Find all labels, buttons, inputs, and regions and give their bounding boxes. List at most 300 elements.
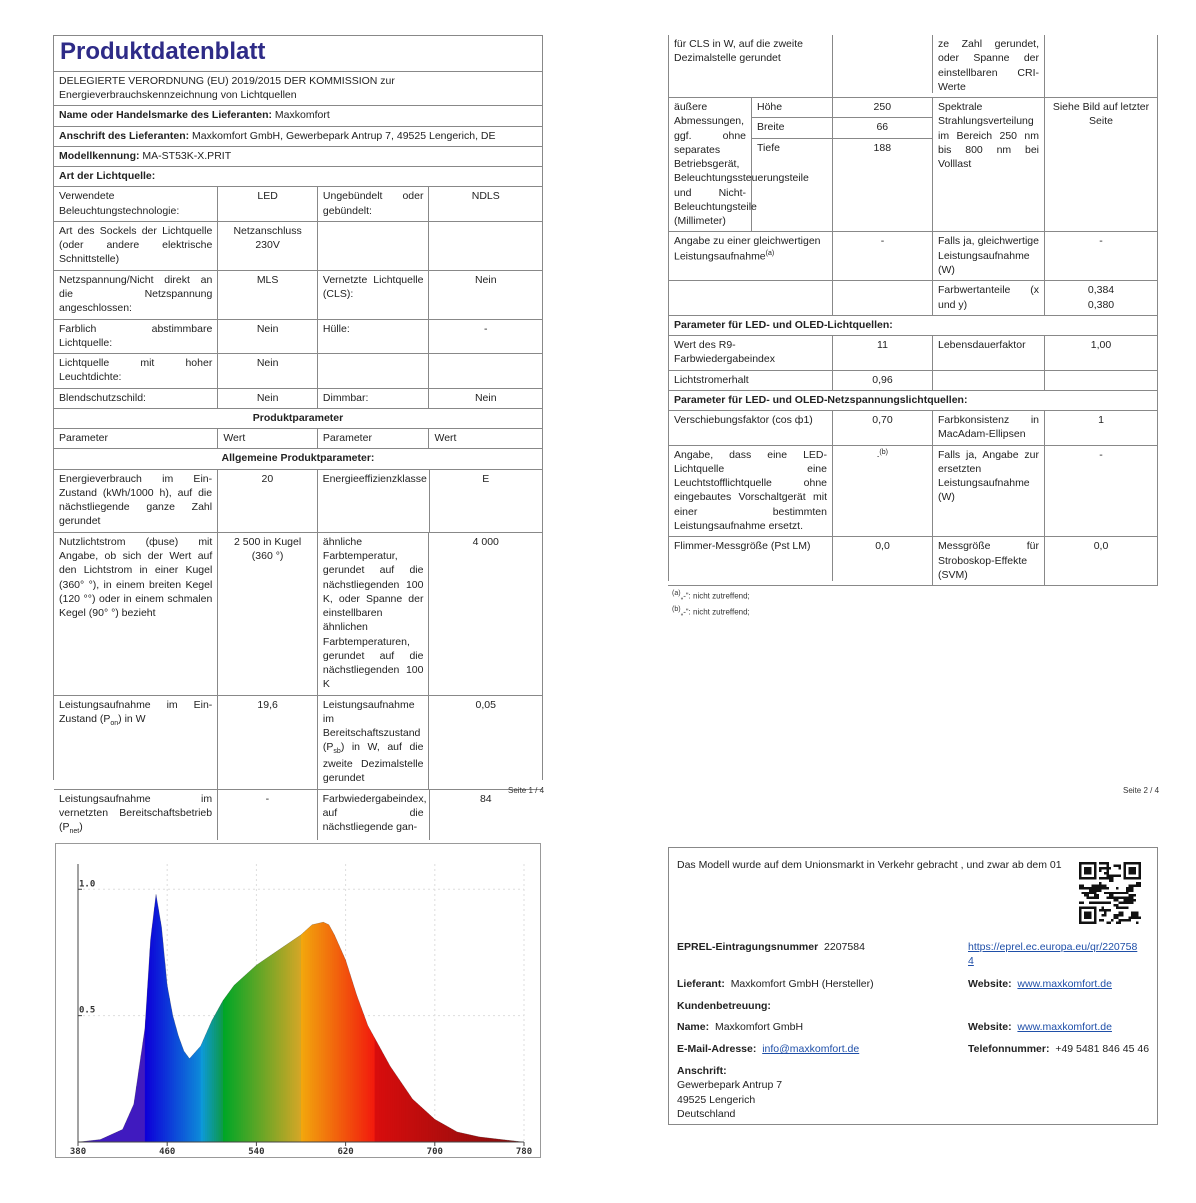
- qr-module: [1096, 884, 1098, 886]
- qr-module: [1081, 902, 1083, 904]
- qr-module: [1094, 907, 1096, 924]
- param-value: Nein: [218, 320, 318, 354]
- section-heading-row: [668, 316, 1158, 336]
- spectrum-band: [96, 864, 99, 1142]
- spectrum-band: [111, 864, 114, 1142]
- email-link[interactable]: info@maxkomfort.de: [762, 1043, 860, 1055]
- qr-module: [1099, 869, 1101, 871]
- label-part: ) in W: [118, 712, 146, 725]
- qr-module: [1099, 877, 1101, 879]
- light-source-type-row: [54, 167, 542, 187]
- qr-module: [1126, 907, 1128, 909]
- empty-cell: [318, 354, 430, 388]
- qr-module: [1101, 909, 1103, 911]
- qr-module: [1121, 914, 1123, 916]
- y-tick-label: 1.0: [79, 879, 96, 890]
- spectrum-band: [430, 864, 433, 1142]
- spectrum-band: [464, 864, 467, 1142]
- supplier-value: Maxkomfort GmbH (Hersteller): [730, 978, 874, 990]
- qr-module: [1106, 867, 1108, 869]
- qr-module: [1129, 899, 1131, 901]
- qr-module: [1104, 872, 1106, 874]
- qr-module: [1079, 887, 1081, 889]
- section-heading-row: [54, 409, 542, 429]
- qr-module: [1131, 914, 1133, 916]
- qr-module: [1114, 904, 1116, 906]
- qr-module: [1084, 912, 1091, 919]
- qr-module: [1116, 914, 1118, 916]
- support-heading: Kundenbetreuung:: [677, 1000, 771, 1012]
- spectrum-band: [439, 864, 442, 1142]
- supplier-label: Lieferant:: [677, 978, 725, 990]
- phone-line: [968, 1042, 1149, 1056]
- table-row: [54, 271, 542, 320]
- column-header: Parameter: [54, 429, 218, 448]
- param-value: [833, 446, 933, 537]
- table-row: [54, 696, 542, 790]
- qr-module: [1136, 912, 1138, 914]
- spectrum-band: [421, 864, 424, 1142]
- qr-module: [1079, 922, 1096, 924]
- y-tick-label: 0.5: [79, 1005, 96, 1016]
- spectrum-band: [118, 864, 121, 1142]
- column-header: Parameter: [318, 429, 430, 448]
- spectrum-band: [424, 864, 427, 1142]
- param-value: Netzanschluss 230V: [218, 222, 318, 270]
- qr-module: [1121, 907, 1123, 909]
- param-label: Flimmer-Messgröße (Pst LM): [668, 537, 833, 581]
- spectrum-band: [484, 864, 487, 1142]
- spectral-distribution-chart: [55, 843, 541, 1158]
- qr-module: [1106, 892, 1108, 894]
- qr-module: [1124, 897, 1126, 899]
- qr-module: [1094, 889, 1096, 891]
- param-label: Farbkonsistenz in MacAdam-Ellipsen: [933, 411, 1045, 445]
- qr-module: [1124, 902, 1126, 904]
- qr-module: [1101, 907, 1103, 909]
- spectrum-band: [491, 864, 494, 1142]
- qr-module: [1109, 877, 1111, 879]
- footnote-marker: (b): [672, 606, 681, 614]
- param-label: für CLS in W, auf die zweite Dezimalstelle gerundet: [668, 35, 833, 97]
- spectrum-band: [477, 864, 480, 1142]
- qr-module: [1119, 922, 1121, 924]
- dimension-row: [752, 98, 932, 118]
- spectrum-band: [123, 864, 126, 1142]
- param-value: 1: [1045, 411, 1158, 445]
- x-tick-label: 780: [515, 1147, 533, 1157]
- qr-module: [1119, 902, 1121, 904]
- table-row: [54, 222, 542, 271]
- qr-module: [1134, 912, 1136, 914]
- address-line: Gewerbepark Antrup 7: [677, 1079, 783, 1092]
- eprel-info-box: [668, 847, 1158, 1125]
- qr-module: [1094, 902, 1096, 904]
- spectrum-band: [497, 864, 500, 1142]
- address-block: [677, 1064, 782, 1121]
- spectrum-band: [127, 864, 130, 1142]
- spectrum-band: [520, 864, 523, 1142]
- param-label: [318, 696, 430, 789]
- table-row: [668, 371, 1158, 391]
- qr-module: [1101, 884, 1103, 886]
- qr-module: [1101, 914, 1103, 916]
- qr-module: [1121, 897, 1123, 899]
- column-header: Wert: [218, 429, 318, 448]
- qr-module: [1084, 887, 1086, 889]
- qr-module: [1096, 887, 1098, 889]
- qr-module: [1116, 892, 1118, 894]
- spectrum-band: [100, 864, 103, 1142]
- qr-module: [1106, 862, 1108, 864]
- footnote-text: „-“: nicht zutreffend;: [680, 607, 750, 617]
- address-label: Anschrift des Lieferanten:: [59, 129, 190, 142]
- regulation-row: [54, 72, 542, 107]
- qr-module: [1094, 884, 1096, 886]
- param-value: -: [833, 232, 933, 280]
- qr-module: [1116, 887, 1118, 889]
- qr-module: [1109, 922, 1111, 924]
- chromaticity-y: 0,380: [1087, 298, 1115, 311]
- param-value: Nein: [474, 273, 497, 286]
- param-label: Blendschutzschild:: [54, 389, 218, 408]
- empty-cell: [833, 281, 933, 315]
- qr-module: [1136, 914, 1138, 916]
- spectrum-band: [129, 864, 132, 1142]
- qr-module: [1116, 897, 1118, 899]
- spectrum-band: [455, 864, 458, 1142]
- qr-module: [1114, 899, 1116, 901]
- param-label: Lichtstromerhalt: [668, 371, 833, 390]
- param-label: äußere Abmessungen, ggf. ohne separates Betriebsgerät, Beleuchtungssteuerungsteile und Nicht-Beleuchtungsteile (Millimeter): [668, 98, 752, 231]
- param-label: Spektrale Strahlungsverteilung im Bereich 250 nm bis 800 nm bei Volllast: [933, 98, 1045, 231]
- qr-module: [1131, 917, 1133, 919]
- footnote-b: [672, 606, 1154, 617]
- param-label: Nutzlichtstrom (фuse) mit Angabe, ob sich der Wert auf den Lichtstrom in einer Kugel (360° °), in einem breiten Kegel (120 °°) oder in einem schmalen Kegel (90° °) bezieht: [54, 533, 218, 695]
- spectrum-band: [468, 864, 471, 1142]
- led-params-heading: Parameter für LED- und OLED-Lichtquellen:: [668, 316, 1158, 335]
- qr-module: [1121, 892, 1123, 894]
- address-row: [54, 127, 542, 147]
- qr-module: [1119, 912, 1121, 914]
- footnote-ref: (b): [879, 448, 888, 456]
- address-line: 49525 Lengerich: [677, 1093, 756, 1106]
- qr-module: [1104, 909, 1106, 911]
- spectrum-band: [109, 864, 112, 1142]
- qr-module: [1096, 902, 1098, 904]
- empty-cell: [318, 222, 430, 270]
- footnotes: [668, 586, 1158, 618]
- qr-module: [1104, 884, 1106, 886]
- param-value: 20: [218, 470, 317, 532]
- website-line: [968, 977, 1112, 991]
- qr-module: [1099, 884, 1101, 886]
- param-value: [1045, 281, 1158, 315]
- param-value: Nein: [474, 391, 497, 404]
- supplier-line: [677, 977, 874, 991]
- qr-module: [1136, 882, 1138, 884]
- general-params-heading: Allgemeine Produktparameter:: [221, 452, 375, 465]
- chromaticity-x: 0,384: [1087, 284, 1115, 297]
- param-value: -: [1045, 446, 1158, 537]
- qr-module: [1079, 862, 1081, 879]
- website-link[interactable]: www.maxkomfort.de: [1017, 978, 1112, 990]
- qr-module: [1084, 894, 1086, 896]
- name-label: Name:: [677, 1021, 710, 1033]
- address-value: Maxkomfort GmbH, Gewerbepark Antrup 7, 49525 Lengerich, DE: [192, 129, 496, 142]
- param-value: 11: [833, 336, 933, 370]
- param-value: 0,70: [833, 411, 933, 445]
- qr-module: [1081, 884, 1083, 886]
- qr-module: [1134, 917, 1136, 919]
- qr-module: [1104, 877, 1106, 879]
- qr-module: [1089, 897, 1091, 899]
- param-label: Energieverbrauch im Ein-Zustand (kWh/1000 h), auf die nächstliegende ganze Zahl gerundet: [54, 470, 218, 532]
- qr-module: [1096, 894, 1098, 896]
- label-subscript: net: [69, 828, 80, 836]
- address-line: Deutschland: [677, 1107, 736, 1120]
- qr-module: [1091, 902, 1093, 904]
- table-row: [54, 187, 542, 222]
- footnote-text: „-“: nicht zutreffend;: [680, 591, 750, 601]
- label-part: Leistungsaufnahme im Bereitschaftszustand (P: [322, 698, 421, 754]
- table-row: [668, 336, 1158, 371]
- qr-module: [1099, 902, 1101, 904]
- website-label: Website:: [968, 1021, 1012, 1033]
- param-value: NDLS: [471, 190, 500, 203]
- qr-module: [1131, 894, 1133, 896]
- address-label: Anschrift:: [677, 1065, 727, 1077]
- param-label: Wert des R9-Farbwiedergabeindex: [668, 336, 833, 370]
- qr-code-icon[interactable]: [1079, 862, 1141, 924]
- spectrum-band: [437, 864, 440, 1142]
- qr-module: [1121, 902, 1123, 904]
- qr-module: [1121, 919, 1123, 921]
- qr-module: [1114, 874, 1116, 876]
- spectrum-band: [103, 864, 106, 1142]
- qr-module: [1104, 914, 1106, 916]
- spectrum-band: [457, 864, 460, 1142]
- dimension-value: 188: [873, 141, 892, 154]
- param-value: 4 000: [472, 535, 499, 548]
- spectrum-band: [426, 864, 429, 1142]
- qr-module: [1109, 902, 1111, 904]
- eprel-reg-label: EPREL-Eintragungsnummer: [677, 941, 819, 953]
- param-value: 2 500 in Kugel (360 °): [218, 533, 318, 695]
- label-part: Angabe zu einer gleichwertigen Leistungsaufnahme: [674, 235, 821, 263]
- qr-module: [1119, 864, 1121, 866]
- spectrum-band: [493, 864, 496, 1142]
- qr-module: [1126, 892, 1128, 894]
- spectrum-fill: [78, 864, 525, 1142]
- empty-cell: [933, 371, 1045, 390]
- qr-module: [1104, 912, 1106, 914]
- spectrum-band: [486, 864, 489, 1142]
- spectrum-band: [470, 864, 473, 1142]
- qr-module: [1109, 909, 1111, 911]
- qr-module: [1104, 867, 1106, 869]
- product-params-heading: Produktparameter: [252, 411, 344, 424]
- chart-svg: [56, 844, 540, 1157]
- param-label: [54, 790, 218, 840]
- qr-module: [1131, 897, 1133, 899]
- qr-module: [1139, 917, 1141, 919]
- name-line: [677, 1020, 803, 1034]
- qr-module: [1114, 914, 1116, 916]
- qr-module: [1114, 897, 1116, 899]
- spectrum-band: [515, 864, 518, 1142]
- qr-module: [1134, 894, 1136, 896]
- table-row: [668, 98, 1158, 232]
- label-part: Leistungsaufnahme im vernetzten Bereitschaftsbetrieb (P: [59, 792, 213, 834]
- qr-module: [1079, 907, 1081, 924]
- param-value: Nein: [218, 354, 318, 388]
- qr-module: [1101, 887, 1103, 889]
- table-row: [668, 537, 1158, 586]
- qr-module: [1101, 867, 1103, 869]
- qr-module: [1096, 889, 1098, 891]
- table-row: [54, 389, 542, 409]
- qr-module: [1106, 902, 1108, 904]
- spectrum-band: [417, 864, 420, 1142]
- qr-module: [1129, 884, 1131, 886]
- spectrum-band: [82, 864, 85, 1142]
- empty-cell: [833, 35, 933, 93]
- label-subscript: on: [110, 719, 119, 727]
- spectrum-band: [473, 864, 476, 1142]
- spectrum-band: [459, 864, 462, 1142]
- param-label: Farbwiedergabeindex, auf die nächstliegende gan-: [318, 790, 430, 840]
- qr-module: [1111, 874, 1113, 876]
- spectrum-band: [120, 864, 123, 1142]
- qr-module: [1134, 899, 1136, 901]
- qr-module: [1139, 882, 1141, 884]
- qr-module: [1104, 902, 1106, 904]
- qr-module: [1089, 887, 1091, 889]
- param-label: Vernetzte Lichtquelle (CLS):: [318, 271, 430, 319]
- spectrum-band: [98, 864, 101, 1142]
- spectrum-band: [499, 864, 502, 1142]
- spectrum-band: [511, 864, 514, 1142]
- spectrum-band: [125, 864, 128, 1142]
- qr-module: [1111, 894, 1113, 896]
- param-label: Angabe, dass eine LED-Lichtquelle eine Leuchtstofflichtquelle ohne eingebautes Vorschaltgerät mit einer bestimmten Leistungsaufnahme ersetzt.: [668, 446, 833, 537]
- label-part: ) in W, auf die zweite Dezimalstelle gerundet: [322, 741, 424, 785]
- website-link[interactable]: www.maxkomfort.de: [1017, 1021, 1112, 1033]
- param-value: 0,96: [833, 371, 933, 390]
- spectrum-band: [80, 864, 83, 1142]
- qr-module: [1091, 887, 1093, 889]
- qr-module: [1119, 867, 1121, 869]
- qr-module: [1126, 899, 1128, 901]
- qr-module: [1131, 902, 1133, 904]
- name-value: Maxkomfort GmbH: [714, 1021, 804, 1033]
- qr-module: [1106, 877, 1108, 879]
- phone-label: Telefonnummer:: [968, 1043, 1050, 1055]
- param-label: Farbwertanteile (x und y): [933, 281, 1045, 315]
- spectrum-band: [517, 864, 520, 1142]
- qr-module: [1091, 897, 1093, 899]
- qr-module: [1106, 887, 1108, 889]
- qr-module: [1091, 889, 1093, 891]
- spectrum-band: [504, 864, 507, 1142]
- qr-module: [1136, 922, 1138, 924]
- footnote-ref: (a): [765, 249, 775, 257]
- qr-module: [1126, 887, 1128, 889]
- eprel-link[interactable]: https://eprel.ec.europa.eu/qr/2207584: [968, 941, 1138, 968]
- qr-module: [1094, 887, 1096, 889]
- qr-module: [1094, 894, 1096, 896]
- qr-module: [1106, 864, 1108, 866]
- qr-module: [1101, 862, 1103, 864]
- spectrum-band: [488, 864, 491, 1142]
- qr-module: [1126, 889, 1128, 891]
- spectrum-band: [87, 864, 90, 1142]
- qr-module: [1109, 894, 1111, 896]
- param-label: Lichtquelle mit hoher Leuchtdichte:: [54, 354, 218, 388]
- dimension-row: [752, 139, 932, 232]
- qr-module: [1129, 919, 1131, 921]
- spectrum-band: [85, 864, 88, 1142]
- phone-value: +49 5481 846 45 46: [1055, 1043, 1150, 1055]
- qr-module: [1101, 902, 1103, 904]
- param-label: ähnliche Farbtemperatur, gerundet auf die nächstliegenden 100 K, oder Spanne der einstellbaren ähnlichen Farbtemperaturen, gerundet auf die nächstliegenden 100 K: [318, 533, 430, 695]
- dimension-row: [752, 118, 932, 138]
- qr-module: [1104, 892, 1106, 894]
- dimension-value: 66: [876, 121, 889, 134]
- x-tick-label: 620: [337, 1147, 354, 1157]
- qr-module: [1116, 917, 1118, 919]
- qr-module: [1091, 892, 1093, 894]
- spectrum-band: [415, 864, 418, 1142]
- qr-module: [1081, 887, 1083, 889]
- qr-module: [1079, 877, 1096, 879]
- param-label: Lebensdauerfaktor: [933, 336, 1045, 370]
- qr-module: [1084, 867, 1091, 874]
- light-source-type-heading: Art der Lichtquelle:: [59, 170, 156, 183]
- qr-module: [1126, 897, 1128, 899]
- qr-module: [1106, 897, 1108, 899]
- eprel-reg-value: 2207584: [824, 941, 865, 953]
- qr-module: [1129, 917, 1131, 919]
- qr-module: [1099, 882, 1101, 884]
- qr-module: [1124, 877, 1141, 879]
- market-text: Das Modell wurde auf dem Unionsmarkt in Verkehr gebracht , und zwar ab dem 01: [677, 859, 1062, 871]
- table-row: [668, 35, 1158, 98]
- qr-module: [1131, 912, 1133, 914]
- qr-module: [1124, 862, 1126, 879]
- qr-module: [1131, 887, 1133, 889]
- qr-module: [1114, 892, 1116, 894]
- qr-module: [1111, 897, 1113, 899]
- spectrum-band: [444, 864, 447, 1142]
- param-label: Netzspannung/Nicht direkt an die Netzspannung angeschlossen:: [54, 271, 218, 319]
- header-row: [54, 429, 542, 449]
- qr-module: [1106, 909, 1108, 911]
- qr-module: [1099, 887, 1101, 889]
- website-line-2: [968, 1020, 1112, 1034]
- empty-cell: [429, 222, 542, 270]
- qr-module: [1119, 907, 1121, 909]
- spectrum-band: [462, 864, 465, 1142]
- qr-module: [1106, 872, 1108, 874]
- param-value: E: [482, 472, 490, 485]
- qr-module: [1119, 919, 1121, 921]
- page-number: Seite 2 / 4: [1123, 786, 1160, 795]
- model-row: [54, 147, 542, 167]
- eprel-registration: [677, 940, 865, 954]
- qr-module: [1089, 889, 1091, 891]
